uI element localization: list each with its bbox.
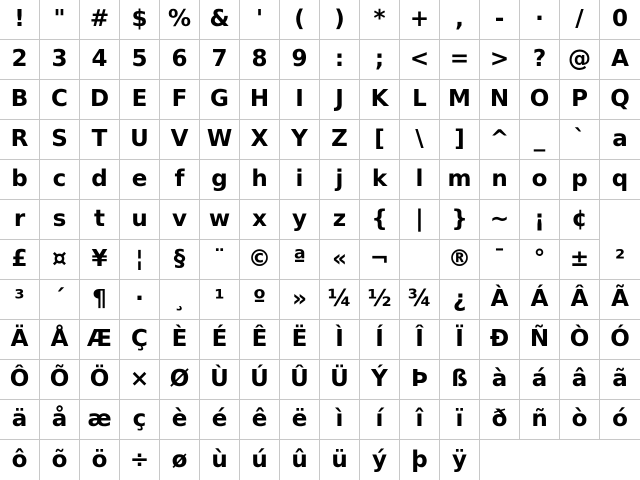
glyph-cell[interactable]: Ñ — [520, 320, 560, 360]
glyph-cell[interactable]: Ø — [160, 360, 200, 400]
glyph-cell[interactable]: ¾ — [400, 280, 440, 320]
glyph-cell-empty — [520, 440, 560, 480]
glyph-cell[interactable]: ¡ — [520, 200, 560, 240]
glyph-cell[interactable]: · — [120, 280, 160, 320]
glyph-cell[interactable]: @ — [560, 40, 600, 80]
glyph-cell[interactable]: j — [320, 160, 360, 200]
glyph-cell[interactable]: * — [360, 0, 400, 40]
glyph-cell[interactable]: z — [320, 200, 360, 240]
glyph-cell[interactable]: é — [200, 400, 240, 440]
glyph-cell[interactable]: ° — [520, 240, 560, 280]
glyph-cell[interactable]: © — [240, 240, 280, 280]
glyph-cell[interactable]: 3 — [40, 40, 80, 80]
glyph-cell[interactable]: ¿ — [440, 280, 480, 320]
glyph-cell[interactable]: 0 — [600, 0, 640, 40]
glyph-cell[interactable]: × — [120, 360, 160, 400]
glyph-cell[interactable]: ] — [440, 120, 480, 160]
glyph-cell[interactable]: ¢ — [560, 200, 600, 240]
glyph-cell[interactable]: = — [440, 40, 480, 80]
glyph-cell[interactable]: { — [360, 200, 400, 240]
glyph-cell[interactable]: ` — [560, 120, 600, 160]
glyph-cell[interactable]: N — [480, 80, 520, 120]
glyph-cell-empty — [600, 440, 640, 480]
glyph-cell[interactable]: ê — [240, 400, 280, 440]
glyph-cell[interactable]: Î — [400, 320, 440, 360]
glyph-cell[interactable]: Ö — [80, 360, 120, 400]
glyph-cell[interactable]: ½ — [360, 280, 400, 320]
glyph-cell[interactable]: á — [520, 360, 560, 400]
glyph-cell[interactable]: ( — [280, 0, 320, 40]
glyph-cell[interactable]: ' — [240, 0, 280, 40]
glyph-cell[interactable]: l — [400, 160, 440, 200]
glyph-cell[interactable]: ¸ — [160, 280, 200, 320]
glyph-cell[interactable]: ç — [120, 400, 160, 440]
glyph-cell[interactable]: À — [480, 280, 520, 320]
glyph-cell[interactable]: x — [240, 200, 280, 240]
glyph-cell[interactable]: ? — [520, 40, 560, 80]
glyph-cell[interactable]: ü — [320, 440, 360, 480]
glyph-cell[interactable]: î — [400, 400, 440, 440]
glyph-cell[interactable]: Ò — [560, 320, 600, 360]
glyph-cell[interactable]: ) — [320, 0, 360, 40]
glyph-cell[interactable]: Ü — [320, 360, 360, 400]
glyph-cell[interactable]: o — [520, 160, 560, 200]
glyph-cell[interactable]: Í — [360, 320, 400, 360]
glyph-cell[interactable]: e — [120, 160, 160, 200]
glyph-cell[interactable]: | — [400, 200, 440, 240]
glyph-cell[interactable]: 8 — [240, 40, 280, 80]
glyph-cell[interactable]: ñ — [520, 400, 560, 440]
glyph-cell[interactable]: \ — [400, 120, 440, 160]
glyph-cell[interactable]: Ì — [320, 320, 360, 360]
glyph-cell[interactable]: [ — [360, 120, 400, 160]
glyph-cell[interactable]: ÿ — [440, 440, 480, 480]
glyph-cell[interactable]: ò — [560, 400, 600, 440]
glyph-cell[interactable]: J — [320, 80, 360, 120]
glyph-cell[interactable]: ´ — [40, 280, 80, 320]
glyph-cell[interactable]: 5 — [120, 40, 160, 80]
glyph-cell[interactable]: Q — [600, 80, 640, 120]
glyph-cell[interactable]: E — [120, 80, 160, 120]
glyph-cell-empty — [600, 200, 640, 240]
glyph-cell[interactable]: É — [200, 320, 240, 360]
glyph-cell[interactable]: ø — [160, 440, 200, 480]
glyph-cell[interactable]: Á — [520, 280, 560, 320]
glyph-cell[interactable]: ï — [440, 400, 480, 440]
glyph-cell[interactable]: 7 — [200, 40, 240, 80]
glyph-cell-empty — [560, 440, 600, 480]
glyph-cell[interactable]: } — [440, 200, 480, 240]
glyph-cell[interactable]: d — [80, 160, 120, 200]
glyph-cell[interactable]: ¦ — [120, 240, 160, 280]
glyph-cell[interactable]: à — [480, 360, 520, 400]
glyph-cell[interactable]: æ — [80, 400, 120, 440]
glyph-cell[interactable]: ó — [600, 400, 640, 440]
glyph-cell[interactable]: ² — [600, 240, 640, 280]
glyph-cell[interactable]: ¬ — [360, 240, 400, 280]
glyph-cell[interactable]: È — [160, 320, 200, 360]
glyph-cell[interactable]: ö — [80, 440, 120, 480]
glyph-cell[interactable]: Ç — [120, 320, 160, 360]
glyph-cell[interactable]: P — [560, 80, 600, 120]
glyph-cell[interactable]: n — [480, 160, 520, 200]
glyph-cell[interactable]: V — [160, 120, 200, 160]
glyph-cell[interactable]: ¯ — [480, 240, 520, 280]
glyph-cell[interactable]: Ó — [600, 320, 640, 360]
glyph-cell[interactable]: ¨ — [200, 240, 240, 280]
glyph-cell[interactable]: B — [0, 80, 40, 120]
glyph-cell[interactable]: Õ — [40, 360, 80, 400]
glyph-cell[interactable]: ¤ — [40, 240, 80, 280]
glyph-cell[interactable]: º — [240, 280, 280, 320]
glyph-cell[interactable]: - — [480, 0, 520, 40]
glyph-cell[interactable]: R — [0, 120, 40, 160]
glyph-cell[interactable]: ¼ — [320, 280, 360, 320]
glyph-cell[interactable]: g — [200, 160, 240, 200]
glyph-cell[interactable]: M — [440, 80, 480, 120]
glyph-cell[interactable]: í — [360, 400, 400, 440]
glyph-cell[interactable]: 4 — [80, 40, 120, 80]
glyph-cell[interactable]: ä — [0, 400, 40, 440]
glyph-cell[interactable]: ì — [320, 400, 360, 440]
glyph-cell[interactable]: % — [160, 0, 200, 40]
glyph-cell[interactable]: £ — [0, 240, 40, 280]
glyph-cell[interactable]: a — [600, 120, 640, 160]
glyph-cell[interactable]: Z — [320, 120, 360, 160]
glyph-cell[interactable]: C — [40, 80, 80, 120]
glyph-cell[interactable]: t — [80, 200, 120, 240]
glyph-cell[interactable]: â — [560, 360, 600, 400]
glyph-cell[interactable]: ® — [440, 240, 480, 280]
glyph-cell[interactable]: ë — [280, 400, 320, 440]
glyph-cell[interactable]: 9 — [280, 40, 320, 80]
glyph-cell[interactable]: m — [440, 160, 480, 200]
glyph-cell[interactable]: ¹ — [200, 280, 240, 320]
glyph-cell[interactable]: 2 — [0, 40, 40, 80]
glyph-cell[interactable]: A — [600, 40, 640, 80]
glyph-cell[interactable]: Y — [280, 120, 320, 160]
glyph-cell[interactable]: » — [280, 280, 320, 320]
glyph-cell[interactable]: q — [600, 160, 640, 200]
glyph-cell[interactable]: _ — [520, 120, 560, 160]
glyph-cell[interactable]: U — [120, 120, 160, 160]
glyph-cell[interactable]: Â — [560, 280, 600, 320]
glyph-cell[interactable]: ! — [0, 0, 40, 40]
glyph-cell[interactable]: D — [80, 80, 120, 120]
glyph-cell[interactable]: û — [280, 440, 320, 480]
glyph-cell[interactable]: ª — [280, 240, 320, 280]
glyph-cell[interactable]: ^ — [480, 120, 520, 160]
glyph-cell[interactable]: « — [320, 240, 360, 280]
glyph-cell[interactable]: Å — [40, 320, 80, 360]
glyph-cell[interactable]: Û — [280, 360, 320, 400]
glyph-cell[interactable]: p — [560, 160, 600, 200]
glyph-cell[interactable]: u — [120, 200, 160, 240]
glyph-cell[interactable]: Æ — [80, 320, 120, 360]
glyph-cell[interactable]: è — [160, 400, 200, 440]
glyph-cell[interactable]: # — [80, 0, 120, 40]
glyph-cell[interactable]: Ê — [240, 320, 280, 360]
glyph-cell[interactable]: O — [520, 80, 560, 120]
glyph-cell[interactable]: > — [480, 40, 520, 80]
glyph-cell[interactable]: F — [160, 80, 200, 120]
glyph-cell[interactable]: ~ — [480, 200, 520, 240]
glyph-cell[interactable]: Ë — [280, 320, 320, 360]
glyph-cell[interactable]: Ú — [240, 360, 280, 400]
glyph-cell[interactable]: å — [40, 400, 80, 440]
glyph-cell[interactable]: < — [400, 40, 440, 80]
glyph-cell[interactable]: y — [280, 200, 320, 240]
glyph-cell[interactable]: Ð — [480, 320, 520, 360]
glyph-cell[interactable]: þ — [400, 440, 440, 480]
glyph-cell[interactable]: ³ — [0, 280, 40, 320]
glyph-cell[interactable]: : — [320, 40, 360, 80]
glyph-cell[interactable]: ý — [360, 440, 400, 480]
glyph-cell-empty — [480, 440, 520, 480]
glyph-cell[interactable]: 6 — [160, 40, 200, 80]
glyph-cell[interactable]: I — [280, 80, 320, 120]
glyph-cell[interactable]: W — [200, 120, 240, 160]
glyph-cell[interactable]: + — [400, 0, 440, 40]
glyph-cell[interactable]: b — [0, 160, 40, 200]
glyph-cell[interactable]: & — [200, 0, 240, 40]
glyph-cell[interactable]: $ — [120, 0, 160, 40]
glyph-cell[interactable]: õ — [40, 440, 80, 480]
glyph-cell[interactable]: L — [400, 80, 440, 120]
glyph-cell[interactable]: Ä — [0, 320, 40, 360]
glyph-cell[interactable]: ¥ — [80, 240, 120, 280]
glyph-cell[interactable]: c — [40, 160, 80, 200]
glyph-cell[interactable]: Ô — [0, 360, 40, 400]
glyph-cell[interactable]: G — [200, 80, 240, 120]
glyph-cell[interactable]: K — [360, 80, 400, 120]
glyph-cell[interactable]: X — [240, 120, 280, 160]
glyph-cell[interactable]: w — [200, 200, 240, 240]
glyph-cell[interactable]: ; — [360, 40, 400, 80]
glyph-cell[interactable]: r — [0, 200, 40, 240]
glyph-cell[interactable]: Ï — [440, 320, 480, 360]
glyph-cell[interactable]: ô — [0, 440, 40, 480]
glyph-cell[interactable] — [400, 240, 440, 280]
glyph-cell[interactable]: Ý — [360, 360, 400, 400]
glyph-cell[interactable]: v — [160, 200, 200, 240]
glyph-cell[interactable]: i — [280, 160, 320, 200]
glyph-cell[interactable]: Ã — [600, 280, 640, 320]
glyph-cell[interactable]: · — [520, 0, 560, 40]
glyph-cell[interactable]: Þ — [400, 360, 440, 400]
glyph-cell[interactable]: ð — [480, 400, 520, 440]
glyph-cell[interactable]: f — [160, 160, 200, 200]
glyph-cell[interactable]: / — [560, 0, 600, 40]
glyph-cell[interactable]: s — [40, 200, 80, 240]
glyph-cell[interactable]: ß — [440, 360, 480, 400]
glyph-cell[interactable]: ù — [200, 440, 240, 480]
glyph-cell[interactable]: H — [240, 80, 280, 120]
glyph-cell[interactable]: , — [440, 0, 480, 40]
glyph-cell[interactable]: T — [80, 120, 120, 160]
glyph-cell[interactable]: h — [240, 160, 280, 200]
glyph-cell[interactable]: k — [360, 160, 400, 200]
glyph-cell[interactable]: S — [40, 120, 80, 160]
glyph-cell[interactable]: " — [40, 0, 80, 40]
glyph-cell[interactable]: ã — [600, 360, 640, 400]
glyph-cell[interactable]: ÷ — [120, 440, 160, 480]
glyph-cell[interactable]: § — [160, 240, 200, 280]
glyph-cell[interactable]: ¶ — [80, 280, 120, 320]
glyph-cell[interactable]: ú — [240, 440, 280, 480]
glyph-cell[interactable]: ± — [560, 240, 600, 280]
glyph-cell[interactable]: Ù — [200, 360, 240, 400]
